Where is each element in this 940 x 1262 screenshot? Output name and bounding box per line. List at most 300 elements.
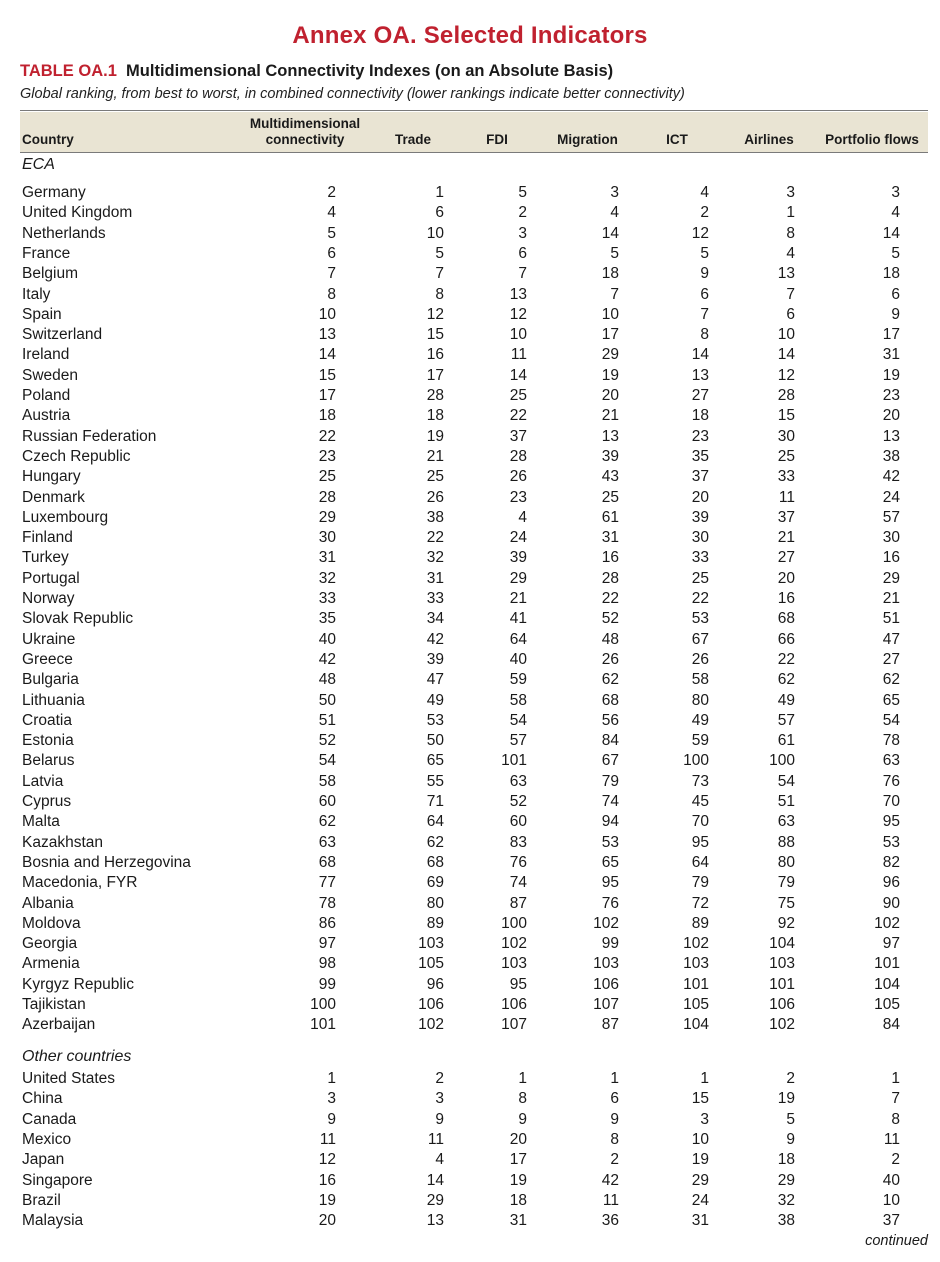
cell-portfolio-flows: 8 xyxy=(891,1110,900,1128)
cell-country: Poland xyxy=(22,387,71,404)
cell-migration: 61 xyxy=(601,508,619,526)
cell-trade: 14 xyxy=(426,1171,444,1189)
cell-ict: 15 xyxy=(691,1090,709,1108)
table-row xyxy=(22,711,928,731)
table-row xyxy=(22,285,928,305)
cell-migration: 65 xyxy=(601,853,619,871)
cell-ict: 100 xyxy=(683,752,709,770)
cell-ict: 31 xyxy=(691,1212,709,1230)
cell-fdi: 59 xyxy=(509,671,527,689)
table-row xyxy=(22,731,928,751)
cell-airlines: 37 xyxy=(777,508,795,526)
table-rule-header xyxy=(20,152,928,153)
cell-ict: 9 xyxy=(700,265,709,283)
cell-ict: 102 xyxy=(683,935,709,953)
cell-portfolio-flows: 95 xyxy=(882,813,900,831)
table-row xyxy=(22,569,928,589)
cell-portfolio-flows: 62 xyxy=(882,671,900,689)
cell-fdi: 95 xyxy=(509,975,527,993)
cell-airlines: 28 xyxy=(777,387,795,404)
cell-ict: 39 xyxy=(691,508,709,526)
cell-country: Bosnia and Herzegovina xyxy=(22,853,191,871)
cell-country: Greece xyxy=(22,650,73,668)
cell-migration: 84 xyxy=(601,732,619,750)
cell-trade: 103 xyxy=(418,935,444,953)
cell-country: Norway xyxy=(22,590,75,607)
cell-airlines: 6 xyxy=(786,305,795,323)
cell-country: Mexico xyxy=(22,1130,72,1148)
cell-multidimensional: 63 xyxy=(318,833,336,851)
table-row xyxy=(22,853,928,873)
cell-portfolio-flows: 3 xyxy=(891,184,900,201)
table-row xyxy=(22,630,928,650)
cell-airlines: 38 xyxy=(777,1212,795,1230)
table-row xyxy=(22,589,928,609)
table-rule-top xyxy=(20,110,928,111)
cell-airlines: 101 xyxy=(769,975,795,993)
cell-airlines: 10 xyxy=(777,326,795,344)
cell-airlines: 20 xyxy=(777,569,795,587)
cell-ict: 70 xyxy=(691,813,709,831)
cell-migration: 106 xyxy=(593,975,619,993)
cell-ict: 27 xyxy=(691,387,709,404)
cell-multidimensional: 98 xyxy=(318,955,336,973)
cell-multidimensional: 18 xyxy=(318,407,336,425)
cell-airlines: 2 xyxy=(786,1070,795,1087)
cell-migration: 79 xyxy=(601,772,619,790)
table-row xyxy=(22,995,928,1015)
cell-country: Finland xyxy=(22,529,73,547)
cell-airlines: 25 xyxy=(777,447,795,465)
cell-country: Brazil xyxy=(22,1191,61,1209)
cell-ict: 59 xyxy=(691,732,709,750)
cell-trade: 21 xyxy=(426,447,444,465)
cell-fdi: 1 xyxy=(518,1070,527,1087)
cell-country: Ukraine xyxy=(22,630,76,648)
cell-migration: 14 xyxy=(601,224,619,242)
cell-portfolio-flows: 42 xyxy=(882,468,900,486)
cell-portfolio-flows: 4 xyxy=(891,204,900,222)
cell-migration: 53 xyxy=(601,833,619,851)
cell-trade: 102 xyxy=(418,1016,444,1034)
cell-portfolio-flows: 97 xyxy=(882,935,900,953)
cell-airlines: 102 xyxy=(769,1016,795,1034)
cell-ict: 105 xyxy=(683,996,709,1013)
cell-trade: 38 xyxy=(426,508,444,526)
table-row xyxy=(22,548,928,568)
cell-trade: 25 xyxy=(426,468,444,486)
cell-multidimensional: 7 xyxy=(327,265,336,283)
cell-multidimensional: 60 xyxy=(318,793,336,810)
cell-migration: 5 xyxy=(610,244,619,262)
table-row xyxy=(22,244,928,264)
cell-ict: 13 xyxy=(691,366,709,384)
cell-airlines: 16 xyxy=(777,590,795,607)
cell-fdi: 76 xyxy=(509,853,527,871)
cell-trade: 12 xyxy=(426,305,444,323)
cell-country: Tajikistan xyxy=(22,996,86,1013)
table-row xyxy=(22,894,928,914)
cell-airlines: 12 xyxy=(777,366,795,384)
cell-fdi: 24 xyxy=(509,529,527,547)
table-row xyxy=(22,1150,928,1170)
cell-fdi: 13 xyxy=(509,285,527,303)
cell-multidimensional: 32 xyxy=(318,569,336,587)
cell-multidimensional: 68 xyxy=(318,853,336,871)
table-header-row xyxy=(20,112,928,152)
table-row xyxy=(22,975,928,995)
cell-fdi: 17 xyxy=(509,1151,527,1169)
cell-trade: 47 xyxy=(426,671,444,689)
cell-ict: 24 xyxy=(691,1191,709,1209)
cell-migration: 6 xyxy=(610,1090,619,1108)
cell-migration: 9 xyxy=(610,1110,619,1128)
cell-country: Denmark xyxy=(22,488,85,506)
cell-migration: 4 xyxy=(610,204,619,222)
cell-portfolio-flows: 38 xyxy=(882,447,900,465)
cell-country: Georgia xyxy=(22,935,78,953)
cell-multidimensional: 8 xyxy=(327,285,336,303)
cell-migration: 87 xyxy=(601,1016,619,1034)
cell-migration: 48 xyxy=(601,630,619,648)
cell-portfolio-flows: 29 xyxy=(882,569,900,587)
cell-migration: 28 xyxy=(601,569,619,587)
cell-fdi: 57 xyxy=(509,732,527,750)
cell-multidimensional: 25 xyxy=(318,468,336,486)
cell-country: Kyrgyz Republic xyxy=(22,975,134,993)
cell-fdi: 9 xyxy=(518,1110,527,1128)
cell-trade: 96 xyxy=(426,975,444,993)
cell-fdi: 8 xyxy=(518,1090,527,1108)
cell-portfolio-flows: 76 xyxy=(882,772,900,790)
cell-airlines: 3 xyxy=(786,184,795,201)
cell-portfolio-flows: 2 xyxy=(891,1151,900,1169)
cell-trade: 9 xyxy=(435,1110,444,1128)
cell-trade: 1 xyxy=(435,184,444,201)
cell-ict: 5 xyxy=(700,244,709,262)
cell-fdi: 40 xyxy=(509,650,527,668)
cell-migration: 22 xyxy=(601,590,619,607)
cell-multidimensional: 58 xyxy=(318,772,336,790)
cell-ict: 64 xyxy=(691,853,709,871)
cell-trade: 10 xyxy=(426,224,444,242)
cell-ict: 89 xyxy=(691,914,709,932)
cell-trade: 6 xyxy=(435,204,444,222)
cell-ict: 4 xyxy=(700,184,709,201)
cell-portfolio-flows: 63 xyxy=(882,752,900,770)
cell-multidimensional: 77 xyxy=(318,874,336,892)
cell-ict: 73 xyxy=(691,772,709,790)
cell-migration: 107 xyxy=(593,996,619,1013)
cell-migration: 8 xyxy=(610,1130,619,1148)
cell-fdi: 29 xyxy=(509,569,527,587)
cell-trade: 62 xyxy=(426,833,444,851)
cell-fdi: 39 xyxy=(509,549,527,567)
cell-portfolio-flows: 96 xyxy=(882,874,900,892)
cell-fdi: 7 xyxy=(518,265,527,283)
cell-multidimensional: 16 xyxy=(318,1171,336,1189)
table-row xyxy=(22,609,928,629)
cell-trade: 53 xyxy=(426,711,444,729)
cell-migration: 56 xyxy=(601,711,619,729)
cell-ict: 101 xyxy=(683,975,709,993)
cell-airlines: 100 xyxy=(769,752,795,770)
cell-country: Switzerland xyxy=(22,326,103,344)
cell-country: Lithuania xyxy=(22,691,85,709)
cell-trade: 55 xyxy=(426,772,444,790)
table-row xyxy=(22,812,928,832)
cell-airlines: 30 xyxy=(777,427,795,445)
table-row xyxy=(22,386,928,406)
cell-country: Singapore xyxy=(22,1171,93,1189)
cell-country: Moldova xyxy=(22,914,81,932)
cell-fdi: 19 xyxy=(509,1171,527,1189)
cell-ict: 10 xyxy=(691,1130,709,1148)
cell-multidimensional: 33 xyxy=(318,590,336,607)
cell-trade: 69 xyxy=(426,874,444,892)
cell-trade: 18 xyxy=(426,407,444,425)
cell-fdi: 58 xyxy=(509,691,527,709)
cell-fdi: 21 xyxy=(509,590,527,607)
table-row xyxy=(22,264,928,284)
cell-country: Albania xyxy=(22,894,74,912)
cell-portfolio-flows: 90 xyxy=(882,894,900,912)
cell-trade: 106 xyxy=(418,996,444,1013)
cell-portfolio-flows: 40 xyxy=(882,1171,900,1189)
cell-multidimensional: 19 xyxy=(318,1191,336,1209)
cell-migration: 43 xyxy=(601,468,619,486)
cell-country: Belarus xyxy=(22,752,75,770)
cell-portfolio-flows: 5 xyxy=(891,244,900,262)
cell-portfolio-flows: 16 xyxy=(882,549,900,567)
cell-migration: 1 xyxy=(610,1070,619,1087)
cell-portfolio-flows: 14 xyxy=(882,224,900,242)
cell-multidimensional: 6 xyxy=(327,244,336,262)
cell-airlines: 80 xyxy=(777,853,795,871)
cell-multidimensional: 1 xyxy=(327,1070,336,1087)
cell-portfolio-flows: 37 xyxy=(882,1212,900,1230)
cell-airlines: 13 xyxy=(777,265,795,283)
header-fdi: FDI xyxy=(486,132,508,147)
cell-trade: 68 xyxy=(426,853,444,871)
cell-fdi: 18 xyxy=(509,1191,527,1209)
cell-fdi: 26 xyxy=(509,468,527,486)
table-row xyxy=(22,345,928,365)
cell-ict: 7 xyxy=(700,305,709,323)
cell-portfolio-flows: 101 xyxy=(874,955,900,973)
cell-fdi: 87 xyxy=(509,894,527,912)
cell-ict: 67 xyxy=(691,630,709,648)
cell-fdi: 63 xyxy=(509,772,527,790)
cell-fdi: 25 xyxy=(509,387,527,404)
cell-portfolio-flows: 1 xyxy=(891,1070,900,1087)
header-portfolio-flows: Portfolio flows xyxy=(825,132,919,147)
cell-fdi: 83 xyxy=(509,833,527,851)
cell-multidimensional: 78 xyxy=(318,894,336,912)
table-row xyxy=(22,751,928,771)
cell-trade: 19 xyxy=(426,427,444,445)
cell-airlines: 54 xyxy=(777,772,795,790)
table-label: TABLE OA.1 xyxy=(20,62,117,80)
cell-fdi: 14 xyxy=(509,366,527,384)
cell-ict: 20 xyxy=(691,488,709,506)
cell-ict: 26 xyxy=(691,650,709,668)
cell-migration: 19 xyxy=(601,366,619,384)
cell-portfolio-flows: 23 xyxy=(882,387,900,404)
cell-migration: 10 xyxy=(601,305,619,323)
cell-airlines: 27 xyxy=(777,549,795,567)
cell-fdi: 103 xyxy=(501,955,527,973)
table-row xyxy=(22,772,928,792)
cell-fdi: 12 xyxy=(509,305,527,323)
cell-fdi: 74 xyxy=(509,874,527,892)
cell-multidimensional: 28 xyxy=(318,488,336,506)
cell-ict: 79 xyxy=(691,874,709,892)
cell-country: Bulgaria xyxy=(22,671,79,689)
cell-trade: 49 xyxy=(426,691,444,709)
cell-country: Ireland xyxy=(22,346,70,364)
table-row xyxy=(22,467,928,487)
cell-migration: 99 xyxy=(601,935,619,953)
cell-airlines: 51 xyxy=(777,793,795,810)
cell-portfolio-flows: 31 xyxy=(882,346,900,364)
cell-country: Germany xyxy=(22,184,86,201)
cell-country: Malta xyxy=(22,813,60,831)
cell-country: Macedonia, FYR xyxy=(22,874,138,892)
cell-migration: 103 xyxy=(593,955,619,973)
table-row xyxy=(22,447,928,467)
section-title: Other countries xyxy=(22,1048,132,1065)
cell-multidimensional: 13 xyxy=(318,326,336,344)
section-title: ECA xyxy=(22,156,55,173)
cell-portfolio-flows: 82 xyxy=(882,853,900,871)
cell-migration: 25 xyxy=(601,488,619,506)
header-migration: Migration xyxy=(557,132,618,147)
cell-portfolio-flows: 11 xyxy=(883,1130,900,1148)
cell-airlines: 19 xyxy=(777,1090,795,1108)
cell-multidimensional: 48 xyxy=(318,671,336,689)
cell-trade: 42 xyxy=(426,630,444,648)
cell-multidimensional: 31 xyxy=(318,549,336,567)
cell-fdi: 28 xyxy=(509,447,527,465)
cell-airlines: 4 xyxy=(786,244,795,262)
cell-ict: 53 xyxy=(691,610,709,628)
cell-portfolio-flows: 51 xyxy=(882,610,900,628)
cell-portfolio-flows: 30 xyxy=(882,529,900,547)
table-subtitle: Global ranking, from best to worst, in combined connectivity (lower rankings indicate better connectivity) xyxy=(20,86,685,102)
cell-ict: 6 xyxy=(700,285,709,303)
table-row xyxy=(22,934,928,954)
cell-portfolio-flows: 54 xyxy=(882,711,900,729)
cell-multidimensional: 22 xyxy=(318,427,336,445)
cell-fdi: 20 xyxy=(509,1130,527,1148)
cell-trade: 64 xyxy=(426,813,444,831)
cell-ict: 103 xyxy=(683,955,709,973)
cell-multidimensional: 99 xyxy=(318,975,336,993)
cell-fdi: 2 xyxy=(518,204,527,222)
cell-ict: 19 xyxy=(691,1151,709,1169)
cell-migration: 7 xyxy=(610,285,619,303)
cell-ict: 8 xyxy=(700,326,709,344)
cell-portfolio-flows: 70 xyxy=(882,793,900,810)
cell-country: Estonia xyxy=(22,732,74,750)
cell-country: United States xyxy=(22,1070,116,1087)
cell-fdi: 52 xyxy=(509,793,527,810)
cell-portfolio-flows: 6 xyxy=(891,285,900,303)
cell-ict: 2 xyxy=(700,204,709,222)
cell-fdi: 3 xyxy=(518,224,527,242)
cell-migration: 17 xyxy=(601,326,619,344)
cell-trade: 50 xyxy=(426,732,444,750)
cell-portfolio-flows: 53 xyxy=(882,833,900,851)
cell-multidimensional: 11 xyxy=(319,1130,336,1148)
cell-trade: 13 xyxy=(426,1212,444,1230)
cell-country: Austria xyxy=(22,407,71,425)
cell-country: Canada xyxy=(22,1110,77,1128)
cell-airlines: 7 xyxy=(786,285,795,303)
cell-ict: 45 xyxy=(691,793,709,810)
cell-migration: 31 xyxy=(601,529,619,547)
cell-portfolio-flows: 13 xyxy=(882,427,900,445)
cell-trade: 26 xyxy=(426,488,444,506)
cell-multidimensional: 50 xyxy=(318,691,336,709)
cell-ict: 14 xyxy=(691,346,709,364)
cell-portfolio-flows: 57 xyxy=(882,508,900,526)
cell-migration: 67 xyxy=(601,752,619,770)
cell-fdi: 11 xyxy=(510,346,527,364)
cell-ict: 95 xyxy=(691,833,709,851)
cell-airlines: 88 xyxy=(777,833,795,851)
cell-fdi: 60 xyxy=(509,813,527,831)
cell-migration: 26 xyxy=(601,650,619,668)
cell-ict: 35 xyxy=(691,447,709,465)
cell-airlines: 14 xyxy=(777,346,795,364)
cell-migration: 94 xyxy=(601,813,619,831)
cell-multidimensional: 12 xyxy=(318,1151,336,1169)
table-row xyxy=(22,1069,928,1089)
cell-airlines: 5 xyxy=(786,1110,795,1128)
cell-multidimensional: 97 xyxy=(318,935,336,953)
cell-airlines: 29 xyxy=(777,1171,795,1189)
cell-portfolio-flows: 9 xyxy=(891,305,900,323)
cell-airlines: 1 xyxy=(786,204,795,222)
table-row xyxy=(22,914,928,934)
cell-airlines: 61 xyxy=(777,732,795,750)
cell-country: Armenia xyxy=(22,955,80,973)
cell-multidimensional: 40 xyxy=(318,630,336,648)
cell-multidimensional: 3 xyxy=(327,1090,336,1108)
cell-multidimensional: 42 xyxy=(318,650,336,668)
cell-portfolio-flows: 19 xyxy=(882,366,900,384)
table-row xyxy=(22,691,928,711)
cell-country: Portugal xyxy=(22,569,80,587)
cell-airlines: 79 xyxy=(777,874,795,892)
cell-multidimensional: 86 xyxy=(318,914,336,932)
cell-fdi: 54 xyxy=(509,711,527,729)
cell-ict: 72 xyxy=(691,894,709,912)
cell-multidimensional: 23 xyxy=(318,447,336,465)
cell-multidimensional: 14 xyxy=(318,346,336,364)
cell-country: Belgium xyxy=(22,265,78,283)
table-row xyxy=(22,670,928,690)
cell-fdi: 41 xyxy=(509,610,527,628)
cell-airlines: 11 xyxy=(778,488,795,506)
cell-country: Croatia xyxy=(22,711,72,729)
header-airlines: Airlines xyxy=(744,132,794,147)
cell-trade: 7 xyxy=(435,265,444,283)
table-row xyxy=(22,650,928,670)
cell-multidimensional: 17 xyxy=(318,387,336,404)
